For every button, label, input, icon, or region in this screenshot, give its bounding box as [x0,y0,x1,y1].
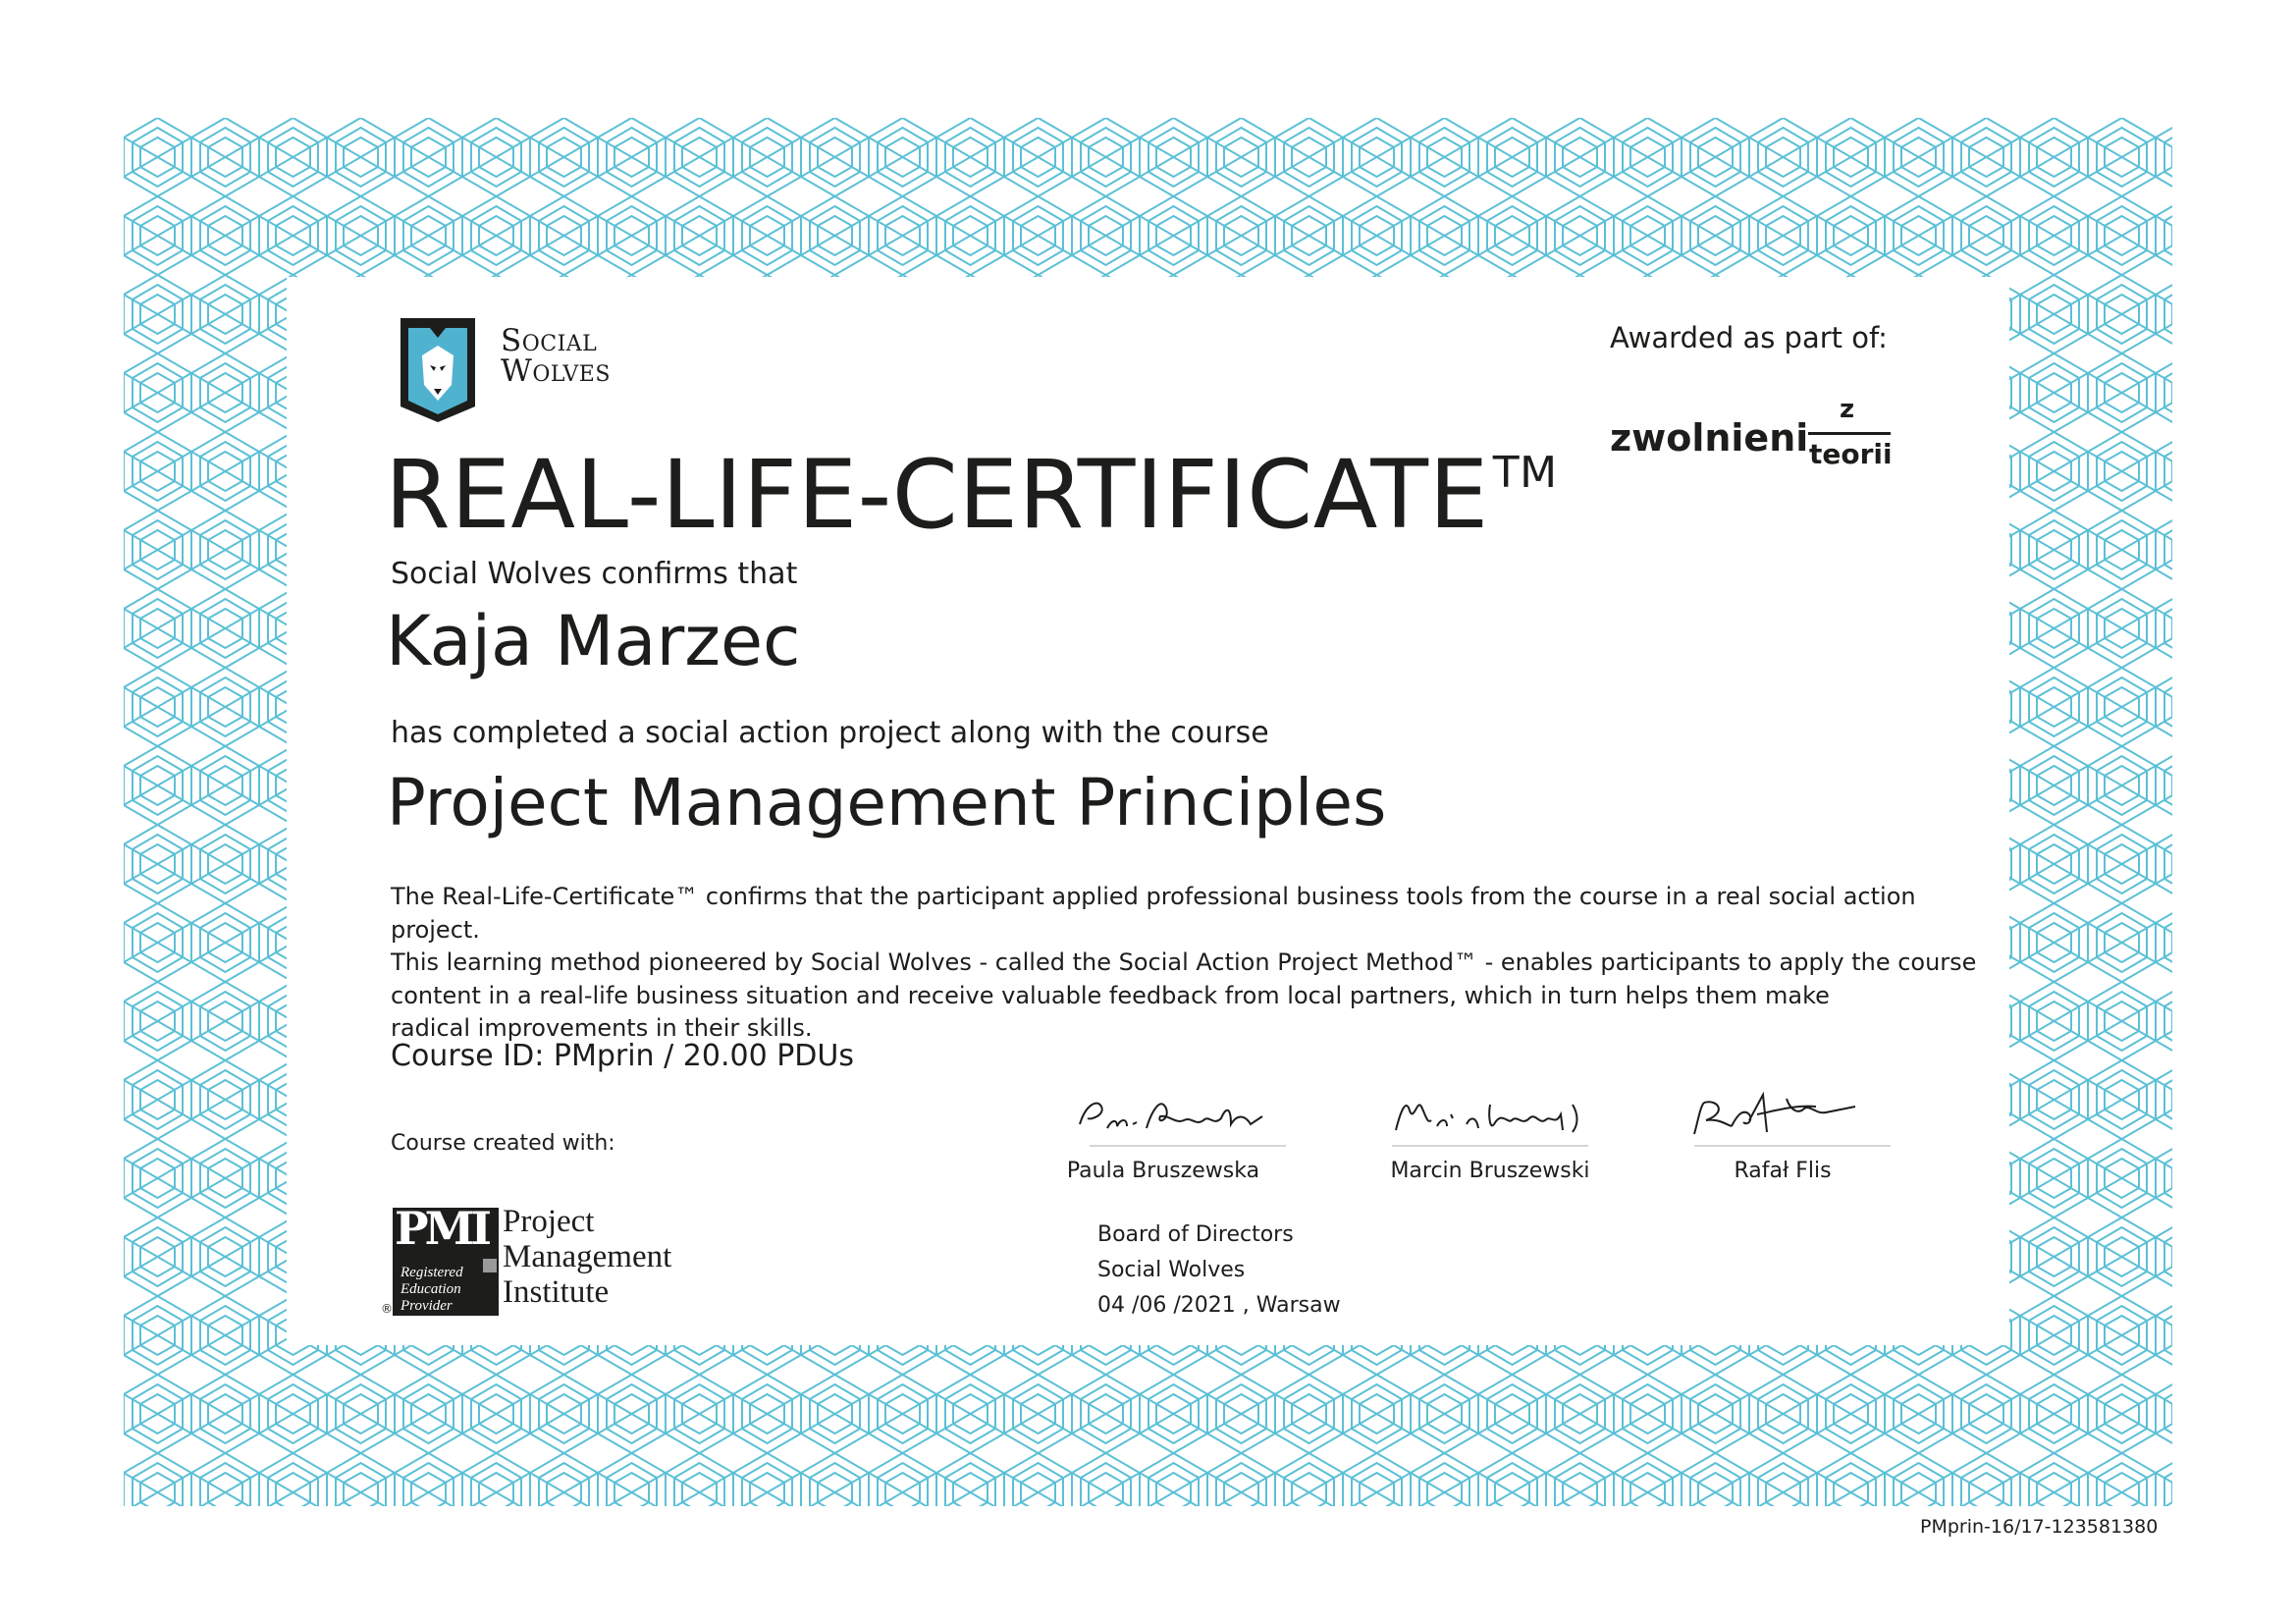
serial-number: PMprin-16/17-123581380 [1920,1516,2159,1538]
course-id-pdus: / 20.00 PDUs [664,1039,854,1073]
description-line: The Real-Life-Certificate™ confirms that the participant applied professional business tools from the course in a real social action project. [391,883,1916,944]
wordmark-line1: Social [501,323,598,358]
awarded-label: Awarded as part of: [1610,321,1888,354]
signature-line [1392,1145,1588,1147]
description-line: radical improvements in their skills. [391,1014,813,1042]
zw-logo-top: z [1840,395,1855,424]
signature-line [1090,1145,1286,1147]
registered-mark: ® [381,1302,393,1316]
pmi-name-line: Management [503,1239,672,1274]
zw-logo-main: zwolnieni [1610,416,1809,460]
pmi-name [503,1204,671,1310]
course-id-prefix: Course ID: PMprin [391,1039,655,1073]
board-title: Board of Directors [1097,1222,1294,1247]
rep-line: Registered [400,1265,463,1280]
pmi-rep-text [400,1265,463,1315]
description-line: content in a real-life business situation and receive valuable feedback from local partners, which in turn helps them make [391,981,1830,1009]
signature-paula [1078,1085,1284,1144]
pmi-logo [377,1200,671,1318]
rep-line: Provider [400,1298,453,1314]
signatory-name: Marcin Bruszewski [1390,1159,1590,1183]
course-id [391,1039,854,1073]
rep-line: Education [400,1281,461,1297]
confirms-text: Social Wolves confirms that [391,557,798,591]
created-with-label: Course created with: [391,1131,615,1156]
certificate-description [391,881,1981,1046]
completed-text: has completed a social action project along with the course [391,716,1269,750]
signature-line [1694,1145,1891,1147]
wordmark-line2: Wolves [501,353,611,389]
social-wolves-wordmark [501,323,611,389]
pmi-grey-square [483,1259,497,1272]
zw-logo-bottom: teorii [1809,438,1893,470]
pmi-name-line: Institute [503,1274,610,1310]
zwolnieni-z-teorii-logo [1610,395,1895,479]
pmi-name-line: Project [503,1204,595,1239]
description-line: This learning method pioneered by Social Wolves - called the Social Action Project Method™ - enables participants to apply the course [391,948,1977,976]
title-trademark: TM [1492,448,1558,498]
issue-date-place: 04 /06 /2021 , Warsaw [1097,1293,1341,1318]
pmi-letters: PMI [395,1202,489,1255]
board-org: Social Wolves [1097,1258,1246,1282]
signatory-name: Paula Bruszewska [1066,1159,1260,1183]
certificate-title [385,440,1558,550]
recipient-name: Kaja Marzec [386,601,801,681]
signature-rafal [1688,1085,1895,1144]
zw-logo-rule [1808,432,1891,435]
board-block [1097,1218,1341,1324]
title-text: REAL-LIFE-CERTIFICATE [385,440,1489,550]
signature-marcin [1392,1085,1598,1144]
signatory-name: Rafał Flis [1734,1159,1832,1183]
course-name: Project Management Principles [387,765,1387,840]
